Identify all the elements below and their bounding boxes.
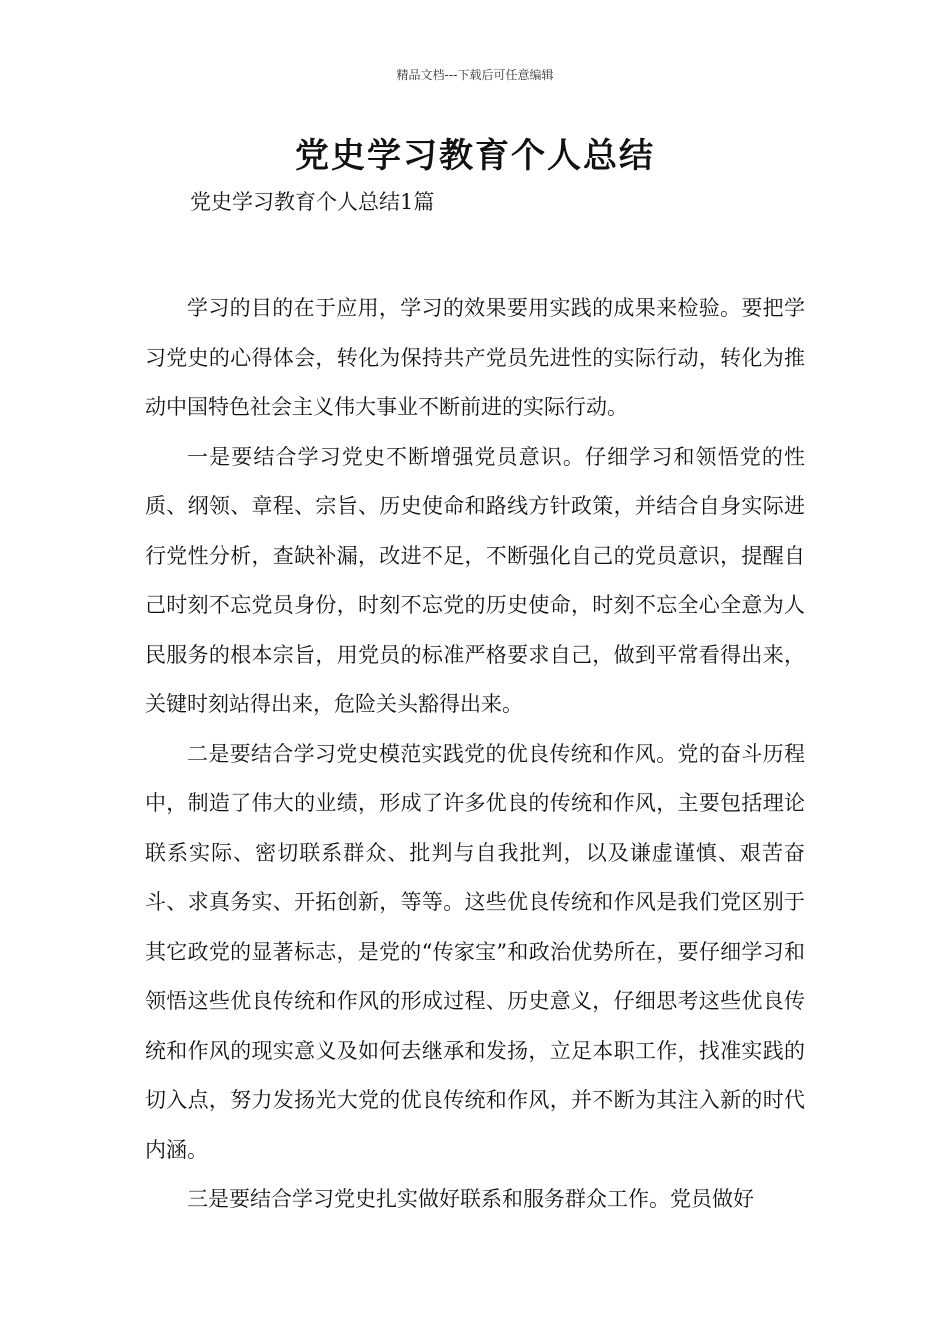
document-title: 党史学习教育个人总结 xyxy=(295,136,655,176)
document-body xyxy=(145,284,805,1225)
body-paragraph: 一是要结合学习党史不断增强党员意识。仔细学习和领悟党的性质、纲领、章程、宗旨、历史使命和路线方针政策，并结合自身实际进行党性分析，查缺补漏，改进不足，不断强化自己的党员意识，提醒自己时刻不忘党员身份，时刻不忘党的历史使命，时刻不忘全心全意为人民服务的根本宗旨，用党员的标准严格要求自己，做到平常看得出来，关键时刻站得出来，危险关头豁得出来。 xyxy=(145,444,805,716)
document-subtitle: 党史学习教育个人总结1篇 xyxy=(190,190,435,214)
body-paragraph: 三是要结合学习党史扎实做好联系和服务群众工作。党员做好 xyxy=(187,1187,754,1211)
body-paragraph: 二是要结合学习党史模范实践党的优良传统和作风。党的奋斗历程中，制造了伟大的业绩，形成了许多优良的传统和作风，主要包括理论联系实际、密切联系群众、批判与自我批判，以及谦虚谨慎、艰苦奋斗、求真务实、开拓创新，等等。这些优良传统和作风是我们党区别于其它政党的显著标志，是党的“传家宝”和政治优势所在，要仔细学习和领悟这些优良传统和作风的形成过程、历史意义，仔细思考这些优良传统和作风的现实意义及如何去继承和发扬，立足本职工作，找准实践的切入点，努力发扬光大党的优良传统和作风，并不断为其注入新的时代内涵。 xyxy=(145,741,805,1162)
body-paragraph: 学习的目的在于应用，学习的效果要用实践的成果来检验。要把学习党史的心得体会，转化为保持共产党员先进性的实际行动，转化为推动中国特色社会主义伟大事业不断前进的实际行动。 xyxy=(145,296,805,419)
header-note: 精品文档---下载后可任意编辑 xyxy=(396,68,554,82)
